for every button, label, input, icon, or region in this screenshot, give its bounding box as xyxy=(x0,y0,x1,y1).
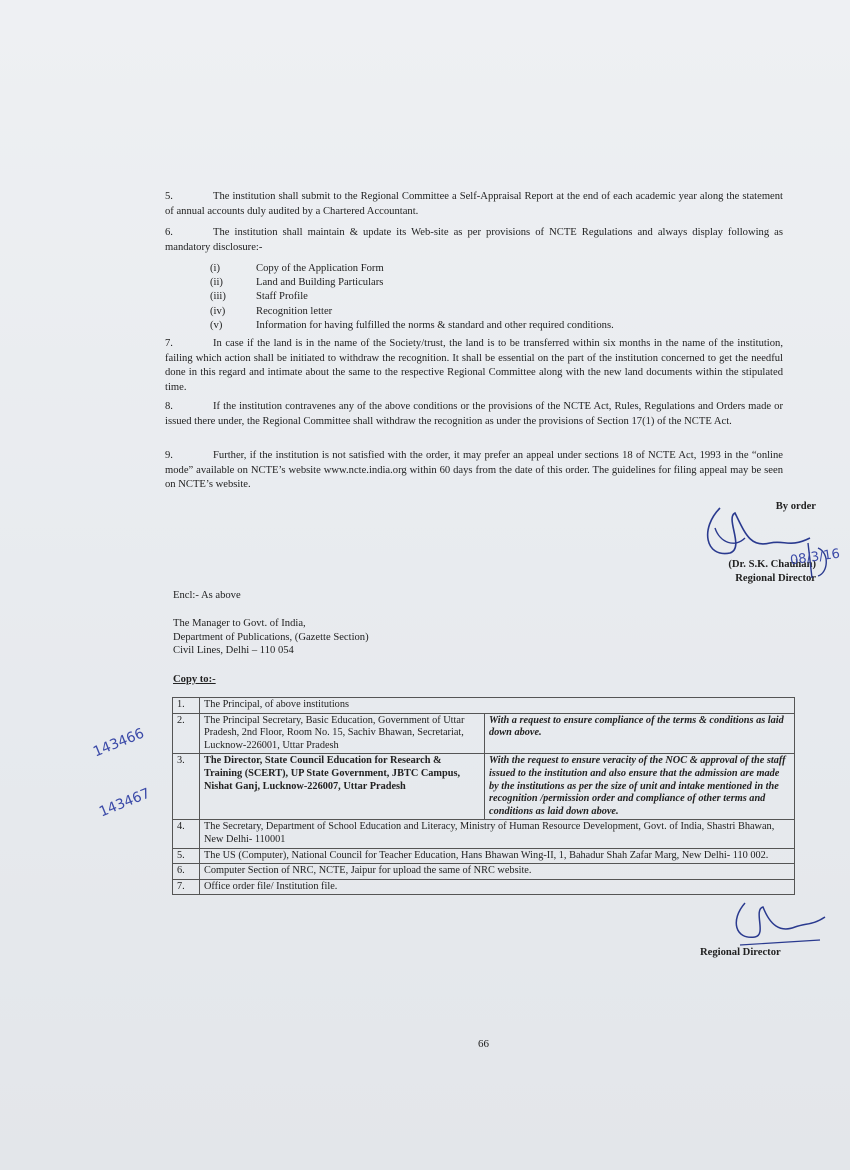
paragraph-number: 8. xyxy=(165,401,173,412)
handwritten-date: 08/3/16 xyxy=(789,546,841,569)
signatory-title: Regional Director xyxy=(735,573,816,584)
recipient-cell: Office order file/ Institution file. xyxy=(200,879,795,895)
recipient-cell: The Secretary, Department of School Education and Literacy, Ministry of Human Resource Development, Govt. of India, Shastri Bhawan, New Delhi- 110001 xyxy=(200,820,795,848)
table-row xyxy=(173,848,795,864)
list-item-number: (ii) xyxy=(210,277,223,289)
recipient-cell: The Principal, of above institutions xyxy=(200,698,795,714)
by-order-label: By order xyxy=(775,501,816,512)
table-row xyxy=(173,820,795,848)
recipient-cell: The US (Computer), National Council for Teacher Education, Hans Bhawan Wing-II, 1, Bahadur Shah Zafar Marg, New Delhi- 110 002. xyxy=(200,848,795,864)
list-item-text: Recognition letter xyxy=(256,305,333,317)
paragraph-text: In case if the land is in the name of the Society/trust, the land is to be transferred within six months in the name of the institution, failing which action shall be initiated to withdraw the recognition. It shall be essential on the part of the institution concerned to get the needful done in this regard and intimate about the same to the respective Regional Committee along with the new land documents within the stipulated time. xyxy=(165,338,783,393)
signature-scribble-icon xyxy=(690,498,840,588)
list-item-number: (iv) xyxy=(210,305,226,317)
row-number: 4. xyxy=(173,820,200,848)
row-number: 3. xyxy=(173,754,200,820)
row-number: 6. xyxy=(173,864,200,880)
table-row xyxy=(173,698,795,714)
instruction-cell: With the request to ensure veracity of the NOC & approval of the staff issued to the institution and also ensure that the admission are made by the institutions as per the size of unit and intake mentioned in the recognition /permission order and compliance of other terms and conditions as laid down above. xyxy=(485,754,795,820)
list-item-text: Staff Profile xyxy=(256,291,308,303)
paragraph-number: 9. xyxy=(165,450,173,461)
disclosure-list xyxy=(210,262,614,333)
list-item xyxy=(210,290,614,304)
list-item-number: (iii) xyxy=(210,291,226,303)
paragraph-number: 5. xyxy=(165,191,173,202)
copy-to-table xyxy=(172,697,795,895)
list-item xyxy=(210,319,614,333)
list-item xyxy=(210,305,614,319)
recipient-cell: The Director, State Council Education for Research & Training (SCERT), UP State Government, JBTC Campus, Nishat Ganj, Lucknow-226007, Uttar Pradesh xyxy=(200,754,485,820)
paragraph-text: If the institution contravenes any of the above conditions or the provisions of the NCTE Act, Rules, Regulations and Orders made or issued there under, the Regional Committee shall withdraw the recognition as under the provisions of Section 17(1) of the NCTE Act. xyxy=(165,401,783,427)
row-number: 5. xyxy=(173,848,200,864)
instruction-cell: With a request to ensure compliance of the terms & conditions as laid down above. xyxy=(485,713,795,754)
paragraph-number: 7. xyxy=(165,338,173,349)
paragraph-6 xyxy=(165,226,783,255)
signatory-name: (Dr. S.K. Chauhan) xyxy=(728,559,816,570)
bottom-signatory-title: Regional Director xyxy=(700,947,781,958)
list-item-number: (v) xyxy=(210,319,223,331)
row-number: 2. xyxy=(173,713,200,754)
list-item xyxy=(210,262,614,276)
table-row xyxy=(173,879,795,895)
address-line: Civil Lines, Delhi – 110 054 xyxy=(173,645,294,657)
list-item-text: Copy of the Application Form xyxy=(256,263,384,274)
table-row xyxy=(173,754,795,820)
recipient-cell: The Principal Secretary, Basic Education, Government of Uttar Pradesh, 2nd Floor, Room No. 15, Sachiv Bhawan, Secretariat, Lucknow-226001, Uttar Pradesh xyxy=(200,713,485,754)
paragraph-7 xyxy=(165,337,783,395)
paragraph-text: The institution shall maintain & update its Web-site as per provisions of NCTE Regulations and always display following as mandatory disclosure:- xyxy=(165,227,783,253)
recipient-cell: Computer Section of NRC, NCTE, Jaipur for upload the same of NRC website. xyxy=(200,864,795,880)
list-item-text: Land and Building Particulars xyxy=(256,277,384,289)
address-line: Department of Publications, (Gazette Section) xyxy=(173,631,369,643)
paragraph-8 xyxy=(165,400,783,429)
table-row xyxy=(173,864,795,880)
margin-note: 143466 xyxy=(90,725,147,761)
row-number: 7. xyxy=(173,879,200,895)
list-item-text: Information for having fulfilled the norms & standard and other required conditions. xyxy=(256,319,614,331)
paragraph-text: Further, if the institution is not satisfied with the order, it may prefer an appeal under sections 18 of NCTE Act, 1993 in the “online mode” available on NCTE’s website www.ncte.india.org within 60 days from the date of this order. The guidelines for filing appeal may be seen on NCTE’s website. xyxy=(165,450,783,491)
copy-to-heading: Copy to:- xyxy=(173,674,216,685)
paragraph-5 xyxy=(165,190,783,219)
address-block xyxy=(173,617,369,658)
paragraph-text: The institution shall submit to the Regional Committee a Self-Appraisal Report at the end of each academic year along the statement of annual accounts duly audited by a Chartered Accountant. xyxy=(165,191,783,217)
enclosure-note: Encl:- As above xyxy=(173,590,241,601)
page-number: 66 xyxy=(478,1038,489,1050)
paragraph-number: 6. xyxy=(165,227,173,238)
paragraph-9 xyxy=(165,449,783,493)
address-line: The Manager to Govt. of India, xyxy=(173,618,306,629)
margin-note: 143467 xyxy=(96,785,153,821)
table-row xyxy=(173,713,795,754)
list-item-number: (i) xyxy=(210,263,220,274)
list-item xyxy=(210,276,614,290)
row-number: 1. xyxy=(173,698,200,714)
